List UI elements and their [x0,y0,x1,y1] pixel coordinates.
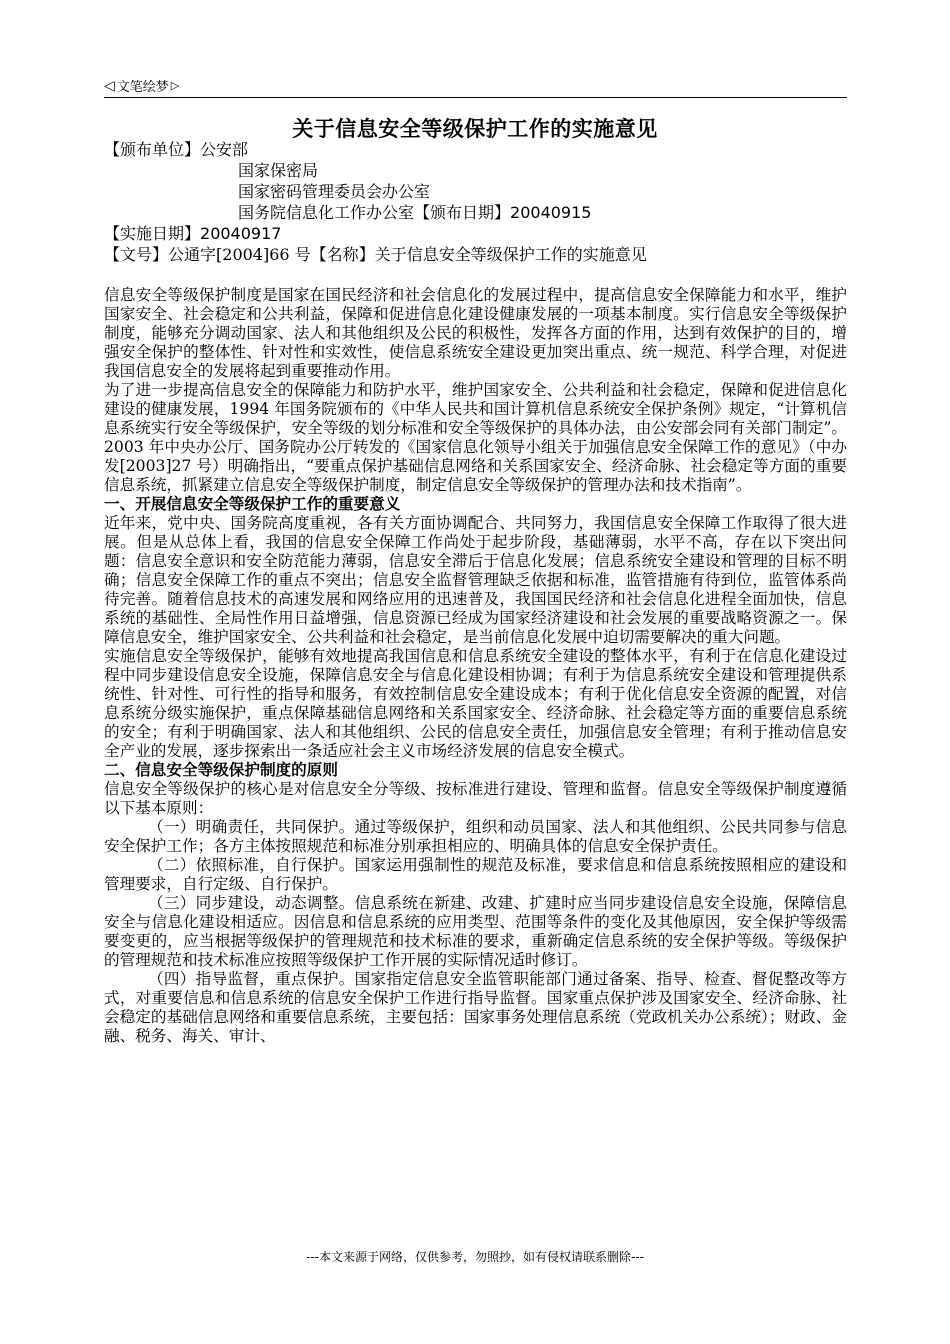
issuer-row [104,181,847,202]
right-triangle-icon: ▷ [170,79,180,92]
paragraph: 信息安全等级保护的核心是对信息安全分等级、按标准进行建设、管理和监督。信息安全等级保护制度遵循以下基本原则： [104,780,847,817]
paragraph: 近年来，党中央、国务院高度重视，各有关方面协调配合、共同努力，我国信息安全保障工作取得了很大进展。但是从总体上看，我国的信息安全保障工作尚处于起步阶段，基础薄弱，水平不高，存在以下突出问题：信息安全意识和安全防范能力薄弱，信息安全滞后于信息化发展；信息系统安全建设和管理的目标不明确；信息安全保障工作的重点不突出；信息安全监督管理缺乏依据和标准，监管措施有待到位，监管体系尚待完善。随着信息技术的高速发展和网络应用的迅速普及，我国国民经济和社会信息化进程全面加快，信息系统的基础性、全局性作用日益增强，信息资源已经成为国家经济建设和社会发展的重要战略资源之一。保障信息安全，维护国家安全、公共利益和社会稳定，是当前信息化发展中迫切需要解决的重大问题。 [104,514,847,646]
doc-name: 关于信息安全等级保护工作的实施意见 [374,245,647,264]
issuer-label: 【颁布单位】 [104,140,201,159]
logo-text: 文笔绘梦 [116,80,169,95]
header-divider [104,97,847,98]
paragraph: 为了进一步提高信息安全的保障能力和防护水平，维护国家安全、公共利益和社会稳定，保障和促进信息化建设的健康发展，1994 年国务院颁布的《中华人民共和国计算机信息系统安全保护条例》规定，“计算机信息系统实行安全等级保护，安全等级的划分标准和安全等级保护的具体办法，由公安部会同有关部门制定”。2003 年中央办公厅、国务院办公厅转发的《国家信息化领导小组关于加强信息安全保障工作的意见》（中办发[2003]27 号）明确指出，“要重点保护基础信息网络和关系国家安全、经济命脉、社会稳定等方面的重要信息系统，抓紧建立信息安全等级保护制度，制定信息安全等级保护的管理办法和技术指南”。 [104,381,847,494]
principle-paragraph: （四）指导监督，重点保护。国家指定信息安全监管职能部门通过备案、指导、检查、督促整改等方式，对重要信息和信息系统的信息安全保护工作进行指导监督。国家重点保护涉及国家安全、经济命脉、社会稳定的基础信息网络和重要信息系统，主要包括：国家事务处理信息系统（党政机关办公系统）；财政、金融、税务、海关、审计、 [104,970,847,1045]
principle-paragraph: （三）同步建设，动态调整。信息系统在新建、改建、扩建时应当同步建设信息安全设施，保障信息安全与信息化建设相适应。因信息和信息系统的应用类型、范围等条件的变化及其他原因，安全保护等级需要变更的，应当根据等级保护的管理规范和技术标准的要求，重新确定信息系统的安全保护等级。等级保护的管理规范和技术标准应按照等级保护工作开展的实际情况适时修订。 [104,894,847,969]
effective-date-row [104,223,847,244]
effective-date-label: 【实施日期】 [104,224,201,243]
doc-name-label: 【名称】 [310,245,375,264]
issue-date-label: 【颁布日期】 [414,203,511,222]
issuer-row [104,139,847,160]
left-triangle-icon: ◁ [104,77,115,94]
issuer-2: 国家保密局 [238,161,319,180]
document-title: 关于信息安全等级保护工作的实施意见 [292,117,658,141]
header-logo [104,76,179,95]
footer-disclaimer: ---本文来源于网络，仅供参考，勿照抄，如有侵权请联系删除--- [306,1250,644,1264]
issuer-row [104,160,847,181]
principle-paragraph: （一）明确责任，共同保护。通过等级保护，组织和动员国家、法人和其他组织、公民共同参与信息安全保护工作；各方主体按照规范和标准分别承担相应的、明确具体的信息安全保护责任。 [104,818,847,855]
document-body [104,286,847,1046]
issuer-3: 国家密码管理委员会办公室 [238,182,431,201]
document-meta [104,139,847,265]
effective-date: 20040917 [200,224,282,243]
paragraph: 实施信息安全等级保护，能够有效地提高我国信息和信息系统安全建设的整体水平，有利于在信息化建设过程中同步建设信息安全设施，保障信息安全与信息化建设相协调；有利于为信息系统安全建设和管理提供系统性、针对性、可行性的指导和服务，有效控制信息安全建设成本；有利于优化信息安全资源的配置，对信息系统分级实施保护，重点保障基础信息网络和关系国家安全、经济命脉、社会稳定等方面的重要信息系统的安全；有利于明确国家、法人和其他组织、公民的信息安全责任，加强信息安全管理；有利于推动信息安全产业的发展，逐步探索出一条适应社会主义市场经济发展的信息安全模式。 [104,647,847,760]
section-heading: 一、开展信息安全等级保护工作的重要意义 [104,495,401,513]
doc-number-row [104,244,847,265]
issuer-1: 公安部 [200,140,249,159]
paragraph: 信息安全等级保护制度是国家在国民经济和社会信息化的发展过程中，提高信息安全保障能力和水平，维护国家安全、社会稳定和公共利益，保障和促进信息化建设健康发展的一项基本制度。实行信息安全等级保护制度，能够充分调动国家、法人和其他组织及公民的积极性，发挥各方面的作用，达到有效保护的目的，增强安全保护的整体性、针对性和实效性，使信息系统安全建设更加突出重点、统一规范、科学合理，对促进我国信息安全的发展将起到重要推动作用。 [104,286,847,380]
issuer-4: 国务院信息化工作办公室 [238,203,415,222]
issue-date: 20040915 [510,203,592,222]
doc-number: 公通字[2004]66 号 [168,245,311,264]
principle-paragraph: （二）依照标准，自行保护。国家运用强制性的规范及标准，要求信息和信息系统按照相应的建设和管理要求，自行定级、自行保护。 [104,856,847,893]
section-heading: 二、信息安全等级保护制度的原则 [104,761,338,779]
issuer-row [104,202,847,223]
doc-number-label: 【文号】 [104,245,169,264]
